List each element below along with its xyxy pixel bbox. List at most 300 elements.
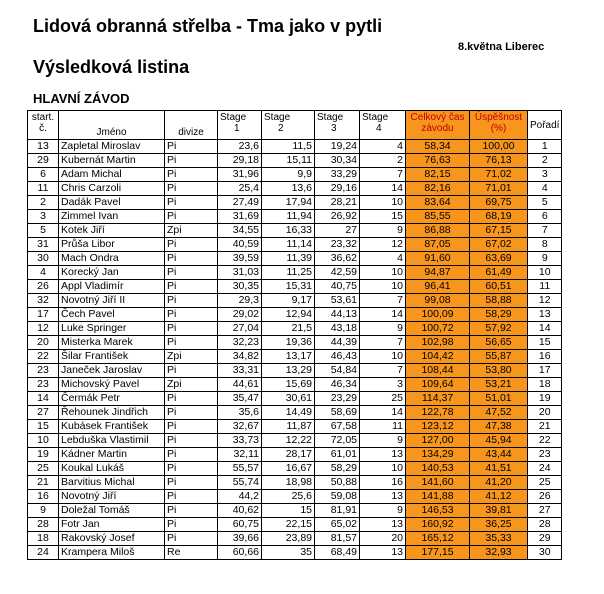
- cell-stage-1: 35,47: [218, 392, 262, 406]
- cell-division: Pi: [165, 280, 218, 294]
- cell-stage-2: 12,22: [262, 434, 315, 448]
- cell-stage-2: 15,69: [262, 378, 315, 392]
- cell-stage-4: 10: [360, 350, 406, 364]
- table-row: [28, 210, 562, 224]
- cell-start: 21: [28, 476, 59, 490]
- cell-division: Pi: [165, 392, 218, 406]
- cell-stage-3: 72,05: [315, 434, 360, 448]
- cell-success: 41,12: [470, 490, 528, 504]
- cell-success: 76,13: [470, 154, 528, 168]
- cell-stage-1: 39,59: [218, 252, 262, 266]
- cell-stage-3: 40,75: [315, 280, 360, 294]
- cell-stage-2: 28,17: [262, 448, 315, 462]
- cell-success: 45,94: [470, 434, 528, 448]
- cell-total-time: 123,12: [406, 420, 470, 434]
- cell-name: Šilar František: [59, 350, 165, 364]
- cell-name: Zapletal Miroslav: [59, 140, 165, 154]
- cell-name: Adam Michal: [59, 168, 165, 182]
- cell-stage-3: 42,59: [315, 266, 360, 280]
- cell-start: 11: [28, 182, 59, 196]
- cell-stage-3: 81,91: [315, 504, 360, 518]
- cell-stage-3: 29,16: [315, 182, 360, 196]
- cell-stage-3: 46,43: [315, 350, 360, 364]
- cell-division: Zpi: [165, 378, 218, 392]
- cell-stage-4: 9: [360, 504, 406, 518]
- cell-stage-1: 31,96: [218, 168, 262, 182]
- cell-total-time: 177,15: [406, 546, 470, 560]
- cell-rank: 20: [528, 406, 562, 420]
- cell-success: 67,02: [470, 238, 528, 252]
- table-row: [28, 378, 562, 392]
- table-row: [28, 350, 562, 364]
- cell-stage-1: 32,11: [218, 448, 262, 462]
- cell-stage-4: 20: [360, 532, 406, 546]
- cell-division: Pi: [165, 182, 218, 196]
- cell-stage-2: 15,11: [262, 154, 315, 168]
- cell-start: 30: [28, 252, 59, 266]
- cell-rank: 10: [528, 266, 562, 280]
- cell-total-time: 104,42: [406, 350, 470, 364]
- cell-stage-4: 12: [360, 238, 406, 252]
- cell-stage-3: 81,57: [315, 532, 360, 546]
- cell-start: 6: [28, 168, 59, 182]
- cell-stage-4: 9: [360, 434, 406, 448]
- cell-stage-4: 11: [360, 420, 406, 434]
- cell-stage-3: 58,69: [315, 406, 360, 420]
- results-table: [27, 110, 562, 560]
- cell-name: Korecký Jan: [59, 266, 165, 280]
- cell-name: Krampera Miloš: [59, 546, 165, 560]
- cell-stage-1: 35,6: [218, 406, 262, 420]
- col-header-stage-4: Stage 4: [360, 111, 406, 140]
- cell-stage-1: 55,57: [218, 462, 262, 476]
- cell-stage-4: 15: [360, 210, 406, 224]
- cell-stage-4: 4: [360, 140, 406, 154]
- cell-stage-2: 17,94: [262, 196, 315, 210]
- cell-rank: 11: [528, 280, 562, 294]
- cell-division: Pi: [165, 532, 218, 546]
- cell-name: Čermák Petr: [59, 392, 165, 406]
- cell-total-time: 76,63: [406, 154, 470, 168]
- cell-stage-1: 40,59: [218, 238, 262, 252]
- cell-stage-1: 29,02: [218, 308, 262, 322]
- cell-total-time: 91,60: [406, 252, 470, 266]
- cell-start: 17: [28, 308, 59, 322]
- cell-total-time: 83,64: [406, 196, 470, 210]
- cell-rank: 13: [528, 308, 562, 322]
- col-header-name: Jméno: [59, 111, 165, 140]
- cell-success: 60,51: [470, 280, 528, 294]
- cell-rank: 26: [528, 490, 562, 504]
- cell-stage-4: 9: [360, 224, 406, 238]
- cell-total-time: 134,29: [406, 448, 470, 462]
- cell-stage-3: 28,21: [315, 196, 360, 210]
- cell-stage-2: 9,17: [262, 294, 315, 308]
- cell-stage-1: 40,62: [218, 504, 262, 518]
- cell-stage-2: 13,6: [262, 182, 315, 196]
- cell-total-time: 86,88: [406, 224, 470, 238]
- cell-start: 23: [28, 378, 59, 392]
- cell-stage-4: 14: [360, 308, 406, 322]
- table-row: [28, 490, 562, 504]
- cell-success: 61,49: [470, 266, 528, 280]
- cell-name: Kádner Martin: [59, 448, 165, 462]
- cell-rank: 30: [528, 546, 562, 560]
- col-header-success: Úspěšnost (%): [470, 111, 528, 140]
- cell-division: Pi: [165, 518, 218, 532]
- table-row: [28, 504, 562, 518]
- cell-stage-3: 53,61: [315, 294, 360, 308]
- col-header-total-time: Celkový čas závodu: [406, 111, 470, 140]
- cell-success: 32,93: [470, 546, 528, 560]
- cell-stage-4: 10: [360, 462, 406, 476]
- table-row: [28, 168, 562, 182]
- cell-success: 47,38: [470, 420, 528, 434]
- cell-start: 3: [28, 210, 59, 224]
- table-row: [28, 476, 562, 490]
- table-row: [28, 252, 562, 266]
- cell-division: Zpi: [165, 350, 218, 364]
- cell-name: Novotný Jiří: [59, 490, 165, 504]
- cell-success: 53,21: [470, 378, 528, 392]
- cell-stage-1: 60,75: [218, 518, 262, 532]
- cell-stage-4: 4: [360, 252, 406, 266]
- cell-division: Pi: [165, 308, 218, 322]
- table-row: [28, 308, 562, 322]
- table-row: [28, 406, 562, 420]
- cell-stage-1: 44,2: [218, 490, 262, 504]
- cell-start: 18: [28, 532, 59, 546]
- cell-stage-4: 25: [360, 392, 406, 406]
- cell-name: Janeček Jaroslav: [59, 364, 165, 378]
- cell-stage-2: 13,29: [262, 364, 315, 378]
- cell-name: Čech Pavel: [59, 308, 165, 322]
- cell-stage-3: 59,08: [315, 490, 360, 504]
- cell-start: 20: [28, 336, 59, 350]
- cell-name: Kubásek František: [59, 420, 165, 434]
- cell-start: 4: [28, 266, 59, 280]
- cell-stage-1: 29,18: [218, 154, 262, 168]
- cell-stage-2: 11,5: [262, 140, 315, 154]
- cell-stage-2: 25,6: [262, 490, 315, 504]
- cell-success: 35,33: [470, 532, 528, 546]
- cell-stage-3: 23,29: [315, 392, 360, 406]
- cell-success: 63,69: [470, 252, 528, 266]
- cell-stage-4: 2: [360, 154, 406, 168]
- cell-start: 13: [28, 140, 59, 154]
- cell-stage-3: 27: [315, 224, 360, 238]
- cell-stage-2: 16,67: [262, 462, 315, 476]
- cell-name: Appl Vladimír: [59, 280, 165, 294]
- cell-stage-1: 25,4: [218, 182, 262, 196]
- cell-stage-3: 44,39: [315, 336, 360, 350]
- cell-division: Pi: [165, 252, 218, 266]
- cell-total-time: 122,78: [406, 406, 470, 420]
- cell-success: 58,88: [470, 294, 528, 308]
- table-row: [28, 322, 562, 336]
- cell-stage-2: 11,39: [262, 252, 315, 266]
- cell-stage-3: 44,13: [315, 308, 360, 322]
- cell-stage-4: 13: [360, 546, 406, 560]
- cell-stage-3: 23,32: [315, 238, 360, 252]
- cell-stage-4: 14: [360, 182, 406, 196]
- cell-total-time: 102,98: [406, 336, 470, 350]
- cell-stage-2: 11,25: [262, 266, 315, 280]
- table-row: [28, 280, 562, 294]
- cell-division: Pi: [165, 434, 218, 448]
- cell-name: Kotek Jiří: [59, 224, 165, 238]
- table-row: [28, 462, 562, 476]
- cell-name: Novotný Jiří II: [59, 294, 165, 308]
- cell-division: Pi: [165, 196, 218, 210]
- cell-stage-2: 16,33: [262, 224, 315, 238]
- cell-total-time: 87,05: [406, 238, 470, 252]
- cell-success: 67,15: [470, 224, 528, 238]
- cell-success: 39,81: [470, 504, 528, 518]
- cell-start: 32: [28, 294, 59, 308]
- cell-total-time: 82,16: [406, 182, 470, 196]
- cell-name: Koukal Lukáš: [59, 462, 165, 476]
- cell-total-time: 58,34: [406, 140, 470, 154]
- cell-stage-3: 65,02: [315, 518, 360, 532]
- cell-stage-4: 9: [360, 322, 406, 336]
- cell-stage-4: 7: [360, 364, 406, 378]
- cell-stage-2: 35: [262, 546, 315, 560]
- table-row: [28, 266, 562, 280]
- cell-stage-3: 61,01: [315, 448, 360, 462]
- cell-name: Průša Libor: [59, 238, 165, 252]
- cell-rank: 2: [528, 154, 562, 168]
- cell-name: Fotr Jan: [59, 518, 165, 532]
- cell-success: 56,65: [470, 336, 528, 350]
- cell-stage-4: 13: [360, 518, 406, 532]
- cell-rank: 16: [528, 350, 562, 364]
- cell-stage-2: 18,98: [262, 476, 315, 490]
- cell-division: Pi: [165, 168, 218, 182]
- cell-start: 24: [28, 546, 59, 560]
- cell-rank: 17: [528, 364, 562, 378]
- table-row: [28, 434, 562, 448]
- cell-start: 16: [28, 490, 59, 504]
- table-row: [28, 518, 562, 532]
- cell-stage-1: 33,31: [218, 364, 262, 378]
- cell-success: 71,02: [470, 168, 528, 182]
- cell-division: Pi: [165, 140, 218, 154]
- cell-stage-3: 46,34: [315, 378, 360, 392]
- cell-stage-3: 19,24: [315, 140, 360, 154]
- cell-stage-2: 13,17: [262, 350, 315, 364]
- cell-total-time: 165,12: [406, 532, 470, 546]
- cell-success: 41,51: [470, 462, 528, 476]
- table-row: [28, 336, 562, 350]
- cell-division: Pi: [165, 476, 218, 490]
- cell-start: 22: [28, 350, 59, 364]
- cell-stage-4: 3: [360, 378, 406, 392]
- cell-start: 27: [28, 406, 59, 420]
- cell-rank: 7: [528, 224, 562, 238]
- cell-stage-4: 13: [360, 490, 406, 504]
- cell-stage-2: 19,36: [262, 336, 315, 350]
- cell-division: Pi: [165, 504, 218, 518]
- cell-rank: 18: [528, 378, 562, 392]
- cell-division: Pi: [165, 154, 218, 168]
- cell-stage-1: 33,73: [218, 434, 262, 448]
- cell-division: Pi: [165, 294, 218, 308]
- cell-stage-2: 11,14: [262, 238, 315, 252]
- cell-stage-3: 26,92: [315, 210, 360, 224]
- cell-rank: 4: [528, 182, 562, 196]
- cell-stage-3: 36,62: [315, 252, 360, 266]
- cell-stage-1: 32,23: [218, 336, 262, 350]
- cell-total-time: 141,60: [406, 476, 470, 490]
- col-header-stage-1: Stage 1: [218, 111, 262, 140]
- cell-name: Chris Carzoli: [59, 182, 165, 196]
- cell-total-time: 94,87: [406, 266, 470, 280]
- cell-rank: 24: [528, 462, 562, 476]
- cell-rank: 5: [528, 196, 562, 210]
- cell-total-time: 108,44: [406, 364, 470, 378]
- table-row: [28, 196, 562, 210]
- table-row: [28, 294, 562, 308]
- cell-success: 51,01: [470, 392, 528, 406]
- cell-name: Dadák Pavel: [59, 196, 165, 210]
- cell-success: 41,20: [470, 476, 528, 490]
- cell-stage-2: 11,94: [262, 210, 315, 224]
- cell-total-time: 99,08: [406, 294, 470, 308]
- cell-stage-4: 10: [360, 266, 406, 280]
- cell-stage-4: 7: [360, 336, 406, 350]
- cell-stage-4: 10: [360, 196, 406, 210]
- event-date-location: 8.května Liberec: [458, 41, 545, 53]
- table-row: [28, 154, 562, 168]
- page-subtitle: Výsledková listina: [33, 57, 190, 77]
- cell-total-time: 96,41: [406, 280, 470, 294]
- cell-stage-1: 60,66: [218, 546, 262, 560]
- cell-stage-1: 34,82: [218, 350, 262, 364]
- cell-rank: 9: [528, 252, 562, 266]
- page-title: Lidová obranná střelba - Tma jako v pytli: [33, 16, 383, 36]
- cell-start: 28: [28, 518, 59, 532]
- cell-rank: 21: [528, 420, 562, 434]
- cell-stage-1: 31,03: [218, 266, 262, 280]
- cell-stage-1: 27,49: [218, 196, 262, 210]
- cell-division: Pi: [165, 462, 218, 476]
- cell-name: Barvitius Michal: [59, 476, 165, 490]
- cell-total-time: 114,37: [406, 392, 470, 406]
- cell-rank: 1: [528, 140, 562, 154]
- cell-total-time: 85,55: [406, 210, 470, 224]
- table-row: [28, 238, 562, 252]
- cell-name: Luke Springer: [59, 322, 165, 336]
- cell-stage-3: 50,88: [315, 476, 360, 490]
- cell-stage-2: 30,61: [262, 392, 315, 406]
- cell-stage-3: 67,58: [315, 420, 360, 434]
- cell-division: Pi: [165, 420, 218, 434]
- cell-stage-1: 29,3: [218, 294, 262, 308]
- cell-stage-2: 21,5: [262, 322, 315, 336]
- table-row: [28, 420, 562, 434]
- cell-start: 15: [28, 420, 59, 434]
- cell-name: Mach Ondra: [59, 252, 165, 266]
- cell-stage-2: 12,94: [262, 308, 315, 322]
- cell-start: 31: [28, 238, 59, 252]
- cell-division: Pi: [165, 406, 218, 420]
- cell-division: Pi: [165, 336, 218, 350]
- cell-rank: 23: [528, 448, 562, 462]
- cell-rank: 12: [528, 294, 562, 308]
- cell-division: Pi: [165, 448, 218, 462]
- cell-success: 36,25: [470, 518, 528, 532]
- cell-stage-3: 68,49: [315, 546, 360, 560]
- cell-total-time: 109,64: [406, 378, 470, 392]
- cell-stage-2: 15: [262, 504, 315, 518]
- cell-division: Zpi: [165, 224, 218, 238]
- cell-total-time: 82,15: [406, 168, 470, 182]
- cell-start: 23: [28, 364, 59, 378]
- cell-start: 14: [28, 392, 59, 406]
- col-header-division: divize: [165, 111, 218, 140]
- cell-start: 26: [28, 280, 59, 294]
- table-header-row: [28, 111, 562, 140]
- cell-stage-2: 11,87: [262, 420, 315, 434]
- cell-stage-4: 13: [360, 448, 406, 462]
- cell-stage-2: 22,15: [262, 518, 315, 532]
- cell-division: Pi: [165, 364, 218, 378]
- cell-rank: 25: [528, 476, 562, 490]
- cell-name: Doležal Tomáš: [59, 504, 165, 518]
- cell-stage-3: 43,18: [315, 322, 360, 336]
- cell-rank: 19: [528, 392, 562, 406]
- cell-start: 10: [28, 434, 59, 448]
- section-heading: HLAVNÍ ZÁVOD: [33, 91, 130, 106]
- cell-rank: 28: [528, 518, 562, 532]
- cell-stage-3: 54,84: [315, 364, 360, 378]
- cell-stage-1: 32,67: [218, 420, 262, 434]
- cell-success: 43,44: [470, 448, 528, 462]
- cell-name: Rakovský Josef: [59, 532, 165, 546]
- cell-stage-1: 30,35: [218, 280, 262, 294]
- cell-rank: 3: [528, 168, 562, 182]
- cell-start: 12: [28, 322, 59, 336]
- cell-division: Pi: [165, 210, 218, 224]
- cell-success: 55,87: [470, 350, 528, 364]
- cell-total-time: 140,53: [406, 462, 470, 476]
- table-row: [28, 448, 562, 462]
- cell-stage-2: 9,9: [262, 168, 315, 182]
- cell-start: 5: [28, 224, 59, 238]
- cell-name: Zimmel Ivan: [59, 210, 165, 224]
- cell-name: Kubernát Martin: [59, 154, 165, 168]
- cell-start: 9: [28, 504, 59, 518]
- cell-total-time: 100,72: [406, 322, 470, 336]
- cell-start: 25: [28, 462, 59, 476]
- cell-name: Řehounek Jindřich: [59, 406, 165, 420]
- results-body: [28, 140, 562, 560]
- cell-success: 47,52: [470, 406, 528, 420]
- cell-rank: 15: [528, 336, 562, 350]
- cell-stage-3: 33,29: [315, 168, 360, 182]
- cell-stage-3: 58,29: [315, 462, 360, 476]
- cell-success: 53,80: [470, 364, 528, 378]
- cell-total-time: 127,00: [406, 434, 470, 448]
- cell-stage-1: 39,66: [218, 532, 262, 546]
- cell-stage-4: 7: [360, 168, 406, 182]
- table-row: [28, 532, 562, 546]
- cell-stage-1: 27,04: [218, 322, 262, 336]
- table-row: [28, 546, 562, 560]
- cell-stage-4: 16: [360, 476, 406, 490]
- cell-stage-1: 34,55: [218, 224, 262, 238]
